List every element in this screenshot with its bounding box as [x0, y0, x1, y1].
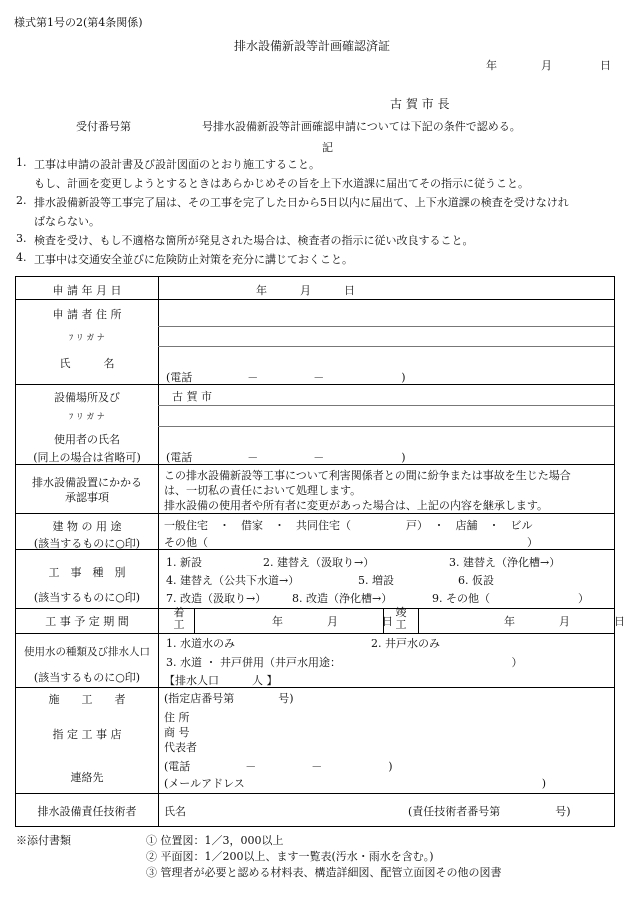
location-phone-field[interactable]: (電話 － － ) — [166, 451, 406, 464]
water-option-3[interactable]: 3. 水道 ・ 井戸併用（井戸水用途： ） — [166, 656, 523, 669]
applicant-address-field[interactable] — [161, 301, 611, 323]
condition-num: 2. — [16, 194, 27, 207]
condition-num: 3. — [16, 232, 27, 245]
work-type-option[interactable]: 7. 改造（汲取り→） — [166, 592, 267, 605]
water-option-2[interactable]: 2. 井戸水のみ — [371, 637, 440, 650]
work-type-note: (該当するものに○印) — [33, 591, 141, 604]
finish-date-field[interactable]: 年 月 日 — [504, 615, 625, 628]
work-type-option[interactable]: 9. その他（ ） — [432, 592, 589, 605]
contractor-representative-label: 代表者 — [164, 741, 197, 754]
condition-text: 検査を受け、もし不適格な箇所が発見された場合は、検査者の指示に従い改良すること。 — [34, 234, 474, 247]
condition-num: 4. — [16, 251, 27, 264]
user-name-label: 使用者の氏名 — [54, 433, 120, 446]
application-date-field[interactable]: 年 月 日 — [256, 284, 355, 297]
condition-num: 1. — [16, 156, 27, 169]
attachment-item: ② 平面図：1／200以上、ます一覧表(汚水・雨水を含む。) — [146, 850, 434, 863]
date-day: 日 — [600, 59, 611, 72]
approval-text-2: は、一切私の責任において処理します。 — [164, 484, 362, 497]
attachments-label: ※添付書類 — [16, 834, 71, 847]
contractor-label: 施 工 者 — [48, 693, 126, 706]
applicant-furigana-field[interactable] — [161, 328, 611, 344]
work-type-option[interactable]: 3. 建替え（浄化槽→） — [449, 556, 561, 569]
approval-text-3: 排水設備の使用者や所有者に変更があった場合は、上記の内容を継承します。 — [164, 499, 549, 512]
attachment-item: ① 位置図：1／3，000以上 — [146, 834, 284, 847]
contractor-trade-name-label: 商 号 — [164, 726, 190, 739]
work-type-label: 工 事 種 別 — [48, 566, 126, 579]
finish-label: 竣工 — [395, 606, 407, 631]
designated-shop-number[interactable]: (指定店番号第 号) — [164, 692, 294, 705]
water-type-note: (該当するものに○印) — [33, 671, 141, 684]
applicant-furigana-label: ﾌ リ ガ ナ — [69, 333, 105, 342]
engineer-label: 排水設備責任技術者 — [37, 805, 137, 818]
condition-text: 排水設備新設等工事完了届は、その工事を完了した日から5日以内に届出て、上下水道課の検査を受けなけれ — [34, 196, 569, 209]
user-name-note: (同上の場合は省略可) — [33, 451, 141, 464]
work-type-option[interactable]: 6. 仮設 — [458, 574, 494, 587]
approval-label: 排水設備設置にかかる — [32, 476, 142, 489]
applicant-phone-field[interactable]: (電話 － － ) — [166, 371, 406, 384]
mayor-title: 古 賀 市 長 — [390, 97, 450, 111]
date-year: 年 — [486, 59, 497, 72]
condition-text: 工事中は交通安全並びに危険防止対策を充分に講じておくこと。 — [34, 253, 353, 266]
approval-text-1: この排水設備新設等工事について利害関係者との間に紛争または事故を生じた場合 — [164, 469, 571, 482]
building-use-other[interactable]: その他（ ） — [164, 536, 538, 549]
contractor-phone-field[interactable]: (電話 － － ) — [164, 760, 393, 773]
reception-number: 受付番号第 — [76, 120, 131, 133]
work-type-option[interactable]: 5. 増設 — [358, 574, 394, 587]
engineer-name-field[interactable]: 氏名 — [164, 805, 186, 818]
building-use-note: (該当するものに○印) — [33, 537, 141, 550]
contractor-address-label: 住 所 — [164, 711, 190, 724]
approval-label-2: 承認事項 — [65, 491, 109, 504]
work-type-option[interactable]: 1. 新設 — [166, 556, 202, 569]
approval-statement: 号排水設備新設等計画確認申請については下記の条件で認める。 — [202, 120, 521, 133]
work-type-option[interactable]: 8. 改造（浄化槽→） — [292, 592, 393, 605]
contractor-email-field[interactable]: (メールアドレス ) — [164, 777, 547, 790]
application-form-table — [15, 276, 625, 827]
work-type-option[interactable]: 4. 建替え（公共下水道→） — [166, 574, 300, 587]
condition-text: もし、計画を変更しようとするときはあらかじめその旨を上下水道課に届出てその指示に従うこと。 — [34, 177, 529, 190]
location-label: 設備場所及び — [54, 391, 120, 404]
condition-text: ばならない。 — [34, 215, 100, 228]
building-use-options[interactable]: 一般住宅 ・ 借家 ・ 共同住宅（ 戸） ・ 店舗 ・ ビル — [164, 519, 533, 532]
location-furigana-label: ﾌ リ ガ ナ — [69, 412, 105, 421]
location-city-field[interactable]: 古 賀 市 — [172, 390, 212, 403]
date-month: 月 — [541, 59, 552, 72]
drainage-population-field[interactable]: 【排水人口 人 】 — [164, 674, 278, 687]
water-type-label: 使用水の種類及び排水人口 — [24, 646, 150, 658]
schedule-label: 工 事 予 定 期 間 — [45, 615, 129, 628]
start-label: 着工 — [173, 606, 185, 631]
attachment-item: ③ 管理者が必要と認める材料表、構造詳細図、配管立面図その他の図書 — [146, 866, 502, 879]
application-date-label: 申 請 年 月 日 — [52, 284, 122, 297]
engineer-number-field[interactable]: (責任技術者番号第 号) — [408, 805, 571, 818]
page-title: 排水設備新設等計画確認済証 — [234, 39, 391, 53]
start-date-field[interactable]: 年 月 日 — [272, 615, 393, 628]
applicant-address-label: 申 請 者 住 所 — [52, 308, 122, 321]
water-option-1[interactable]: 1. 水道水のみ — [166, 637, 235, 650]
contact-label: 連絡先 — [70, 771, 104, 784]
building-use-label: 建 物 の 用 途 — [52, 520, 122, 533]
designated-shop-label: 指 定 工 事 店 — [52, 728, 122, 741]
condition-text: 工事は申請の設計書及び設計図面のとおり施工すること。 — [34, 158, 320, 171]
applicant-name-label: 氏 名 — [59, 357, 115, 370]
ki-mark: 記 — [322, 141, 333, 154]
work-type-option[interactable]: 2. 建替え（汲取り→） — [263, 556, 375, 569]
form-number: 様式第1号の2(第4条関係) — [14, 16, 143, 29]
